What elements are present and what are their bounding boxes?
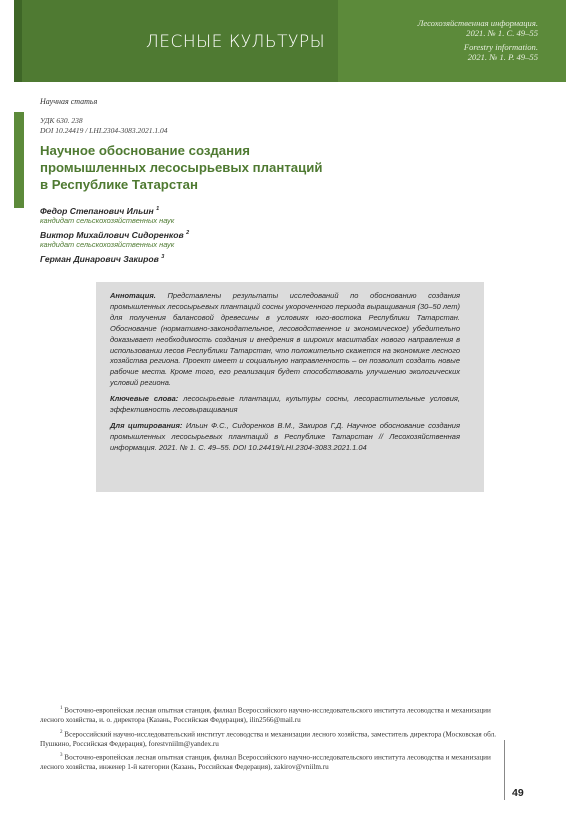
article-type: Научная статья (40, 97, 98, 106)
journal-name-ru: Лесохозяйственная информация. (417, 18, 538, 28)
abstract-content (110, 291, 460, 459)
keywords-label: Ключевые слова: (110, 394, 179, 404)
author-name: Герман Динарович Закиров $^3$ (40, 253, 165, 264)
page-divider (504, 740, 505, 800)
journal-issue-ru: 2021. № 1. С. 49–55 (466, 28, 538, 38)
header-edge-stripe (14, 0, 22, 82)
title-line: промышленных лесосырьевых плантаций (40, 160, 323, 175)
author-name: Федор Степанович Ильин $^1$ (40, 205, 160, 216)
doi: DOI 10.24419 / LHI.2304-3083.2021.1.04 (40, 125, 168, 135)
footnote: $^3$ Восточно-европейская лесная опытная станция, филиал Всероссийского научно-исследовательского института лесоводства и механизации лесного хозяйства, инженер 1-й категории (Казань, Российская Федерация), zakirov@vniilm.ru (40, 753, 491, 772)
article-title (40, 142, 360, 193)
abstract-label: Аннотация. (110, 291, 156, 300)
author-degree: кандидат сельскохозяйственных наук (40, 240, 175, 250)
title-line: Научное обоснование создания (40, 143, 250, 158)
footnotes (40, 704, 510, 775)
footnote: $^2$ Всероссийский научно-исследовательский институт лесоводства и механизации лесного хозяйства, заместитель директора (Московская обл. Пушкино, Российская Федерация), forestvniilm@yandex.ru (40, 729, 496, 748)
author-degree: кандидат сельскохозяйственных наук (40, 216, 175, 226)
citation-paragraph (110, 421, 460, 454)
footnote: $^1$ Восточно-европейская лесная опытная станция, филиал Всероссийского научно-исследовательского института лесоводства и механизации лесного хозяйства, и. о. директора (Казань, Российская Федерация), ilin2566@mail.ru (40, 706, 491, 724)
journal-name-en: Forestry information. (463, 42, 538, 52)
abstract-paragraph (110, 291, 460, 389)
citation-text: Ильин Ф.С., Сидоренков В.М., Закиров Г.Д. Научное обоснование создания промышленных лесосырьевых плантаций в Республике Татарстан // Лесохозяйственная информация. 2021. № 1. С. 49–55. DOI 10.24419/LHI.2304-3083.2021.1.04 (110, 420, 460, 452)
keywords-paragraph (110, 394, 460, 416)
keywords-text: лесосырьевые плантации, культуры сосны, лесорастительные условия, эффективность лесовыращивания (110, 394, 460, 415)
citation-label: Для цитирования: (110, 420, 183, 430)
author-name: Виктор Михайлович Сидоренков $^2$ (40, 229, 190, 240)
article-meta (40, 116, 168, 135)
authors-list (40, 204, 440, 264)
abstract-text: Представлены результаты исследований по обоснованию создания промышленных лесосырьевых плантаций сосны укороченного периода выращивания (30–50 лет) для получения балансовой древесины в условиях юго-востока Республики Татарстан. Обоснование (нормативно-законодательное, лесоводственное и экономическое) убедительно доказывает необходимость создания и внедрения в широких масштабах нового направления в использовании лесов Республики Татарстан, что положительно скажется на экономике лесного хозяйства региона. Проект имеет и социальную направленность – он позволит создать новые рабочие места. Кроме того, его реализация будет способствовать улучшению экологических условий региона. (110, 291, 461, 388)
journal-issue-en: 2021. № 1. P. 49–55 (467, 52, 538, 62)
left-accent-bar (14, 112, 24, 208)
section-title: ЛЕСНЫЕ КУЛЬТУРЫ (146, 32, 326, 52)
page-number: 49 (512, 787, 524, 799)
journal-info (338, 18, 538, 62)
udc-code: УДК 630. 238 (40, 116, 83, 125)
title-line: в Республике Татарстан (40, 177, 198, 192)
